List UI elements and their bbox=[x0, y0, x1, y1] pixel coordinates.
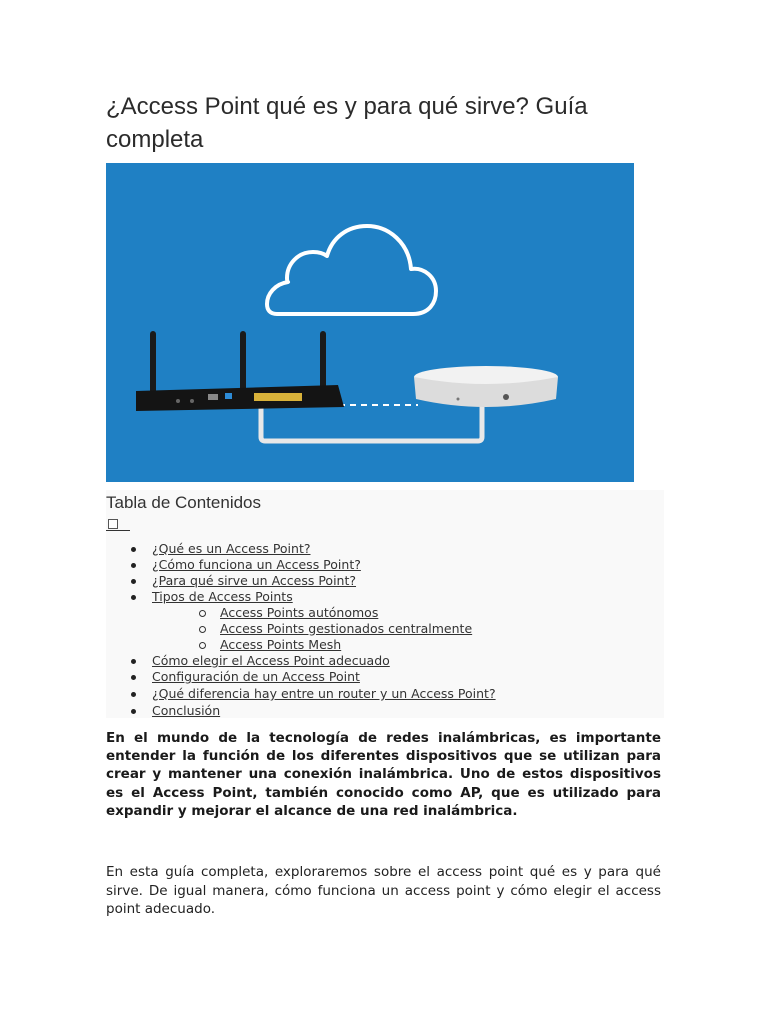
toc-item[interactable] bbox=[152, 669, 360, 685]
toc-title: Tabla de Contenidos bbox=[106, 493, 262, 512]
toc-link[interactable]: Configuración de un Access Point bbox=[152, 669, 360, 684]
toc-subitem[interactable] bbox=[220, 637, 341, 653]
ring-bullet-icon bbox=[199, 610, 206, 617]
bullet-icon bbox=[131, 547, 136, 552]
page-title: ¿Access Point qué es y para qué sirve? Guía completa bbox=[106, 93, 588, 153]
bullet-icon bbox=[131, 579, 136, 584]
toc-subitem[interactable] bbox=[220, 621, 472, 637]
access-point-icon bbox=[414, 366, 558, 407]
hero-illustration bbox=[106, 163, 634, 482]
toc-item[interactable] bbox=[152, 653, 390, 669]
toc-link[interactable]: Cómo elegir el Access Point adecuado bbox=[152, 653, 390, 668]
toc-item[interactable] bbox=[152, 589, 293, 605]
toc-item[interactable] bbox=[152, 541, 311, 557]
bullet-icon bbox=[131, 563, 136, 568]
toc-link[interactable]: ¿Qué diferencia hay entre un router y un Access Point? bbox=[152, 686, 496, 701]
intro-paragraph: En esta guía completa, exploraremos sobre el access point qué es y para qué sirve. De igual manera, cómo funciona un access point y cómo elegir el access point adecuado. bbox=[106, 864, 661, 917]
toc-subitem[interactable] bbox=[220, 605, 378, 621]
toc-link[interactable]: Access Points Mesh bbox=[220, 637, 342, 652]
toc-item[interactable] bbox=[152, 703, 220, 719]
router-icon bbox=[136, 331, 344, 411]
cloud-icon bbox=[267, 226, 436, 314]
bullet-icon bbox=[131, 675, 136, 680]
toc-link[interactable]: Access Points gestionados centralmente bbox=[220, 621, 473, 636]
toc-item[interactable] bbox=[152, 686, 496, 702]
hero-image bbox=[106, 163, 634, 482]
toc-item[interactable] bbox=[152, 573, 356, 589]
table-of-contents bbox=[106, 490, 664, 718]
toc-link[interactable]: ¿Para qué sirve un Access Point? bbox=[152, 573, 357, 588]
toc-link[interactable]: Access Points autónomos bbox=[220, 605, 379, 620]
bullet-icon bbox=[131, 709, 136, 714]
toc-toggle[interactable] bbox=[106, 517, 130, 531]
intro-bold-paragraph: En el mundo de la tecnología de redes inalámbricas, es importante entender la función de los diferentes dispositivos que se utilizan para crear y mantener una conexión inalámbrica. Uno de estos dispositivos es el Access Point, también conocido como AP, que es utilizado para expandir y mejorar el alcance de una red inalámbrica. bbox=[106, 730, 661, 819]
toggle-checkbox-icon[interactable] bbox=[108, 519, 118, 529]
bullet-icon bbox=[131, 659, 136, 664]
ring-bullet-icon bbox=[199, 642, 206, 649]
bullet-icon bbox=[131, 692, 136, 697]
toc-item[interactable] bbox=[152, 557, 361, 573]
toc-link[interactable]: ¿Cómo funciona un Access Point? bbox=[152, 557, 361, 572]
ring-bullet-icon bbox=[199, 626, 206, 633]
bullet-icon bbox=[131, 595, 136, 600]
toc-link[interactable]: Conclusión bbox=[152, 703, 221, 718]
toc-link[interactable]: Tipos de Access Points bbox=[152, 589, 293, 604]
toc-link[interactable]: ¿Qué es un Access Point? bbox=[152, 541, 311, 556]
